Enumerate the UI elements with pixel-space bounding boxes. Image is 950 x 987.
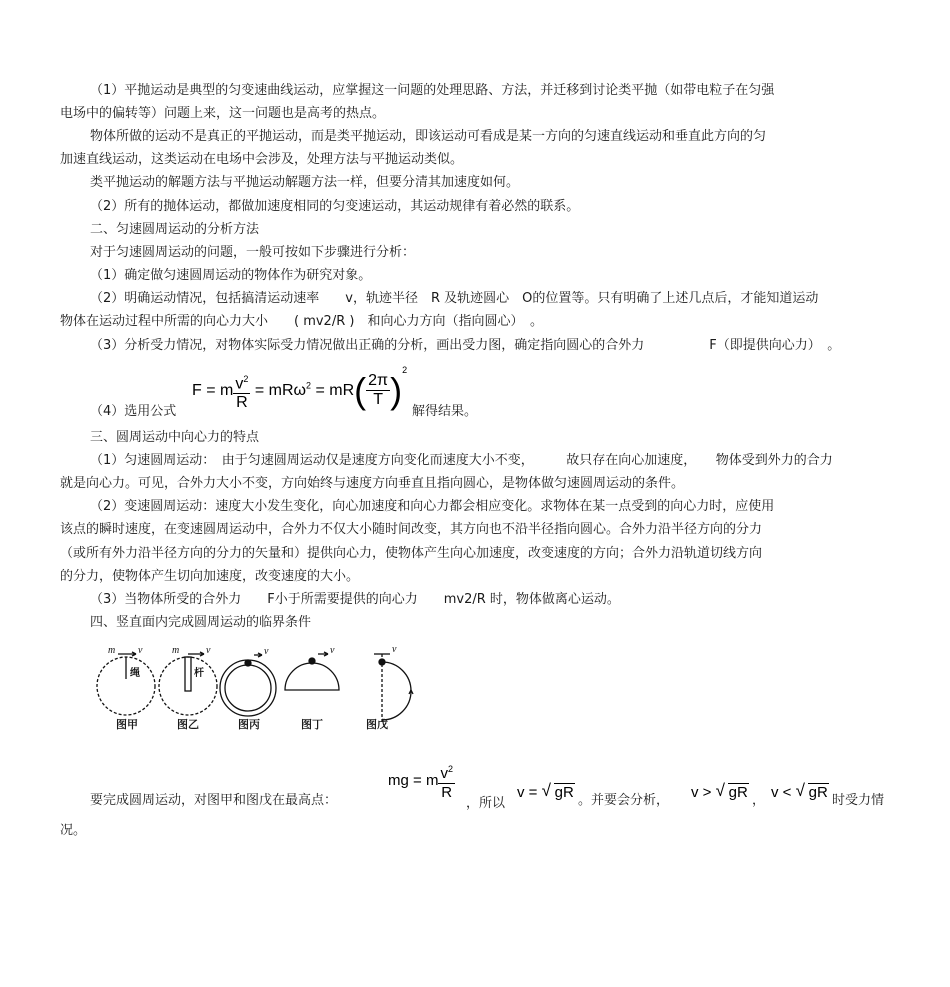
formula2-fraction [438,760,455,802]
label-v-ding: v [330,645,335,656]
twopi-over-t-fraction [366,372,390,409]
text-line-4: 加速直线运动，这类运动在电场中会涉及，处理方法与平抛运动类似。 [60,152,464,167]
velocity-equals-root-gr [517,781,575,801]
label-v-wu: v [392,644,397,655]
caption-wu: 图戊 [366,718,388,731]
formula-v: v [235,374,244,392]
formula3-v: v [517,784,525,801]
formula-F: F [192,382,202,399]
label-rope: 绳 [130,668,140,679]
formula-square: 2 [243,373,249,384]
caption-bing: 图丙 [238,718,260,731]
label-v-yi: v [206,645,211,656]
track-arc [382,662,411,720]
section-heading-4: 四、竖直面内完成圆周运动的临界条件 [90,615,312,630]
text-line-5: 类平抛运动的解题方法与平抛运动解题方法一样，但要分清其加速度如何。 [90,175,520,190]
text-line-23-analyze: 。并要会分析， [578,793,670,808]
text-line-12: （3）分析受力情况，对物体实际受力情况做出正确的分析，画出受力图，确定指向圆心的合外力 F（即提供向心力） 。 [90,338,841,353]
tube-inner-circle [225,665,271,711]
text-line-23-comma: ， [752,793,766,808]
centripetal-force-formula [192,365,407,412]
label-v-jia: v [138,645,143,656]
velocity-less-root-gr [771,781,829,801]
caption-jia: 图甲 [116,718,138,731]
label-v-bing: v [264,646,269,657]
text-line-18: 该点的瞬时速度，在变速圆周运动中，合外力不仅大小随时间改变，其方向也不沿半径指向圆心。合外力沿半径方向的分力 [60,522,763,537]
label-m-jia: m [108,645,116,656]
formula5-gR: gR [808,784,828,801]
formula-equals: = [206,382,216,399]
formula-mR-omega: = mR [254,382,294,399]
text-line-20: 的分力，使物体产生切向加速度，改变速度的大小。 [60,569,360,584]
critical-condition-formula [388,760,455,802]
rod-dashed-circle [159,657,217,715]
label-rod: 杆 [194,668,204,679]
text-line-3: 物体所做的运动不是真正的平抛运动，而是类平抛运动，即该运动可看成是某一方向的匀速直线运动和垂直此方向的匀 [90,129,767,144]
tube-outer-circle [220,660,276,716]
formula2-square: 2 [447,764,453,774]
formula3-equals: = [528,784,538,801]
formula2-equals: = [413,771,422,789]
text-line-1: （1）平抛运动是典型的匀变速曲线运动，应掌握这一问题的处理思路、方法，并迁移到讨论类平抛（如带电粒子在匀强 [90,83,775,98]
text-line-16: 就是向心力。可见，合外力大小不变，方向始终与速度方向垂直且指向圆心，是物体做匀速圆周运动的条件。 [60,476,685,491]
formula3-sqrt: √ gR [541,781,574,801]
formula4-v: v [691,784,699,801]
text-line-24: 况。 [60,823,87,838]
text-line-6: （2）所有的抛体运动，都做加速度相同的匀变速运动，其运动规律有着必然的联系。 [90,199,580,214]
formula-m: m [220,382,234,399]
text-line-23-prefix: 要完成圆周运动，对图甲和图戊在最高点： [90,793,338,808]
formula4-gt: > [702,784,712,801]
formula-omega-square: 2 [306,380,312,391]
caption-ding: 图丁 [301,718,323,731]
text-line-23-suffix: 时受力情 [832,793,885,808]
right-paren: ) [390,369,403,411]
formula5-sqrt: √ gR [795,781,828,801]
formula-omega: ω [293,382,306,399]
text-line-10: （2）明确运动情况，包括搞清运动速率 v，轨迹半径 R 及轨迹圆心 O的位置等。只有明确了上述几点后，才能知道运动 [90,291,819,306]
text-line-23-so: ，所以 [466,796,506,811]
caption-yi: 图乙 [177,718,199,731]
formula5-lt: < [782,784,792,801]
rod-rect [185,657,191,691]
text-line-15: （1）匀速圆周运动： 由于匀速圆周运动仅是速度方向变化而速度大小不变， 故只存在向心加速度， 物体受到外力的合力 [90,453,833,468]
text-line-11: 物体在运动过程中所需的向心力大小 ( mv2/R ) 和向心力方向（指向圆心） 。 [60,314,543,329]
text-line-9: （1）确定做匀速圆周运动的物体作为研究对象。 [90,268,372,283]
formula2-m: m [425,771,439,789]
formula4-sqrt: √ gR [715,781,748,801]
formula3-gR: gR [554,784,574,801]
formula-period-square: 2 [402,365,408,375]
formula5-v: v [771,784,779,801]
text-line-13-suffix: 解得结果。 [412,404,478,419]
dome-shape [285,663,339,690]
formula2-v: v [440,765,448,782]
text-line-13-prefix: （4）选用公式 [90,404,177,419]
formula2-R: R [441,784,453,801]
left-paren: ( [354,369,367,411]
formula-R: R [236,393,248,411]
formula2-mg: mg [388,771,409,789]
velocity-greater-root-gr [691,781,749,801]
label-m-yi: m [172,645,180,656]
formula-2pi: 2π [368,372,389,390]
text-line-19: （或所有外力沿半径方向的分力的矢量和）提供向心力，使物体产生向心加速度，改变速度的方向；合外力沿轨道切线方向 [60,546,763,561]
formula4-gR: gR [728,784,748,801]
v2-over-r-fraction [233,370,250,412]
section-heading-3: 三、圆周运动中向心力的特点 [90,430,260,445]
section-heading-2: 二、匀速圆周运动的分析方法 [90,222,260,237]
text-line-2: 电场中的偏转等）问题上来，这一问题也是高考的热点。 [60,106,386,121]
formula-T: T [373,391,383,409]
text-line-21: （3）当物体所受的合外力 F小于所需要提供的向心力 mv2/R 时，物体做离心运动。 [90,592,620,607]
text-line-17: （2）变速圆周运动：速度大小发生变化，向心加速度和向心力都会相应变化。求物体在某一点受到的向心力时，应使用 [90,499,775,514]
text-line-8: 对于匀速圆周运动的问题，一般可按如下步骤进行分析： [90,245,416,260]
formula-mR-period: = mR [315,382,355,399]
